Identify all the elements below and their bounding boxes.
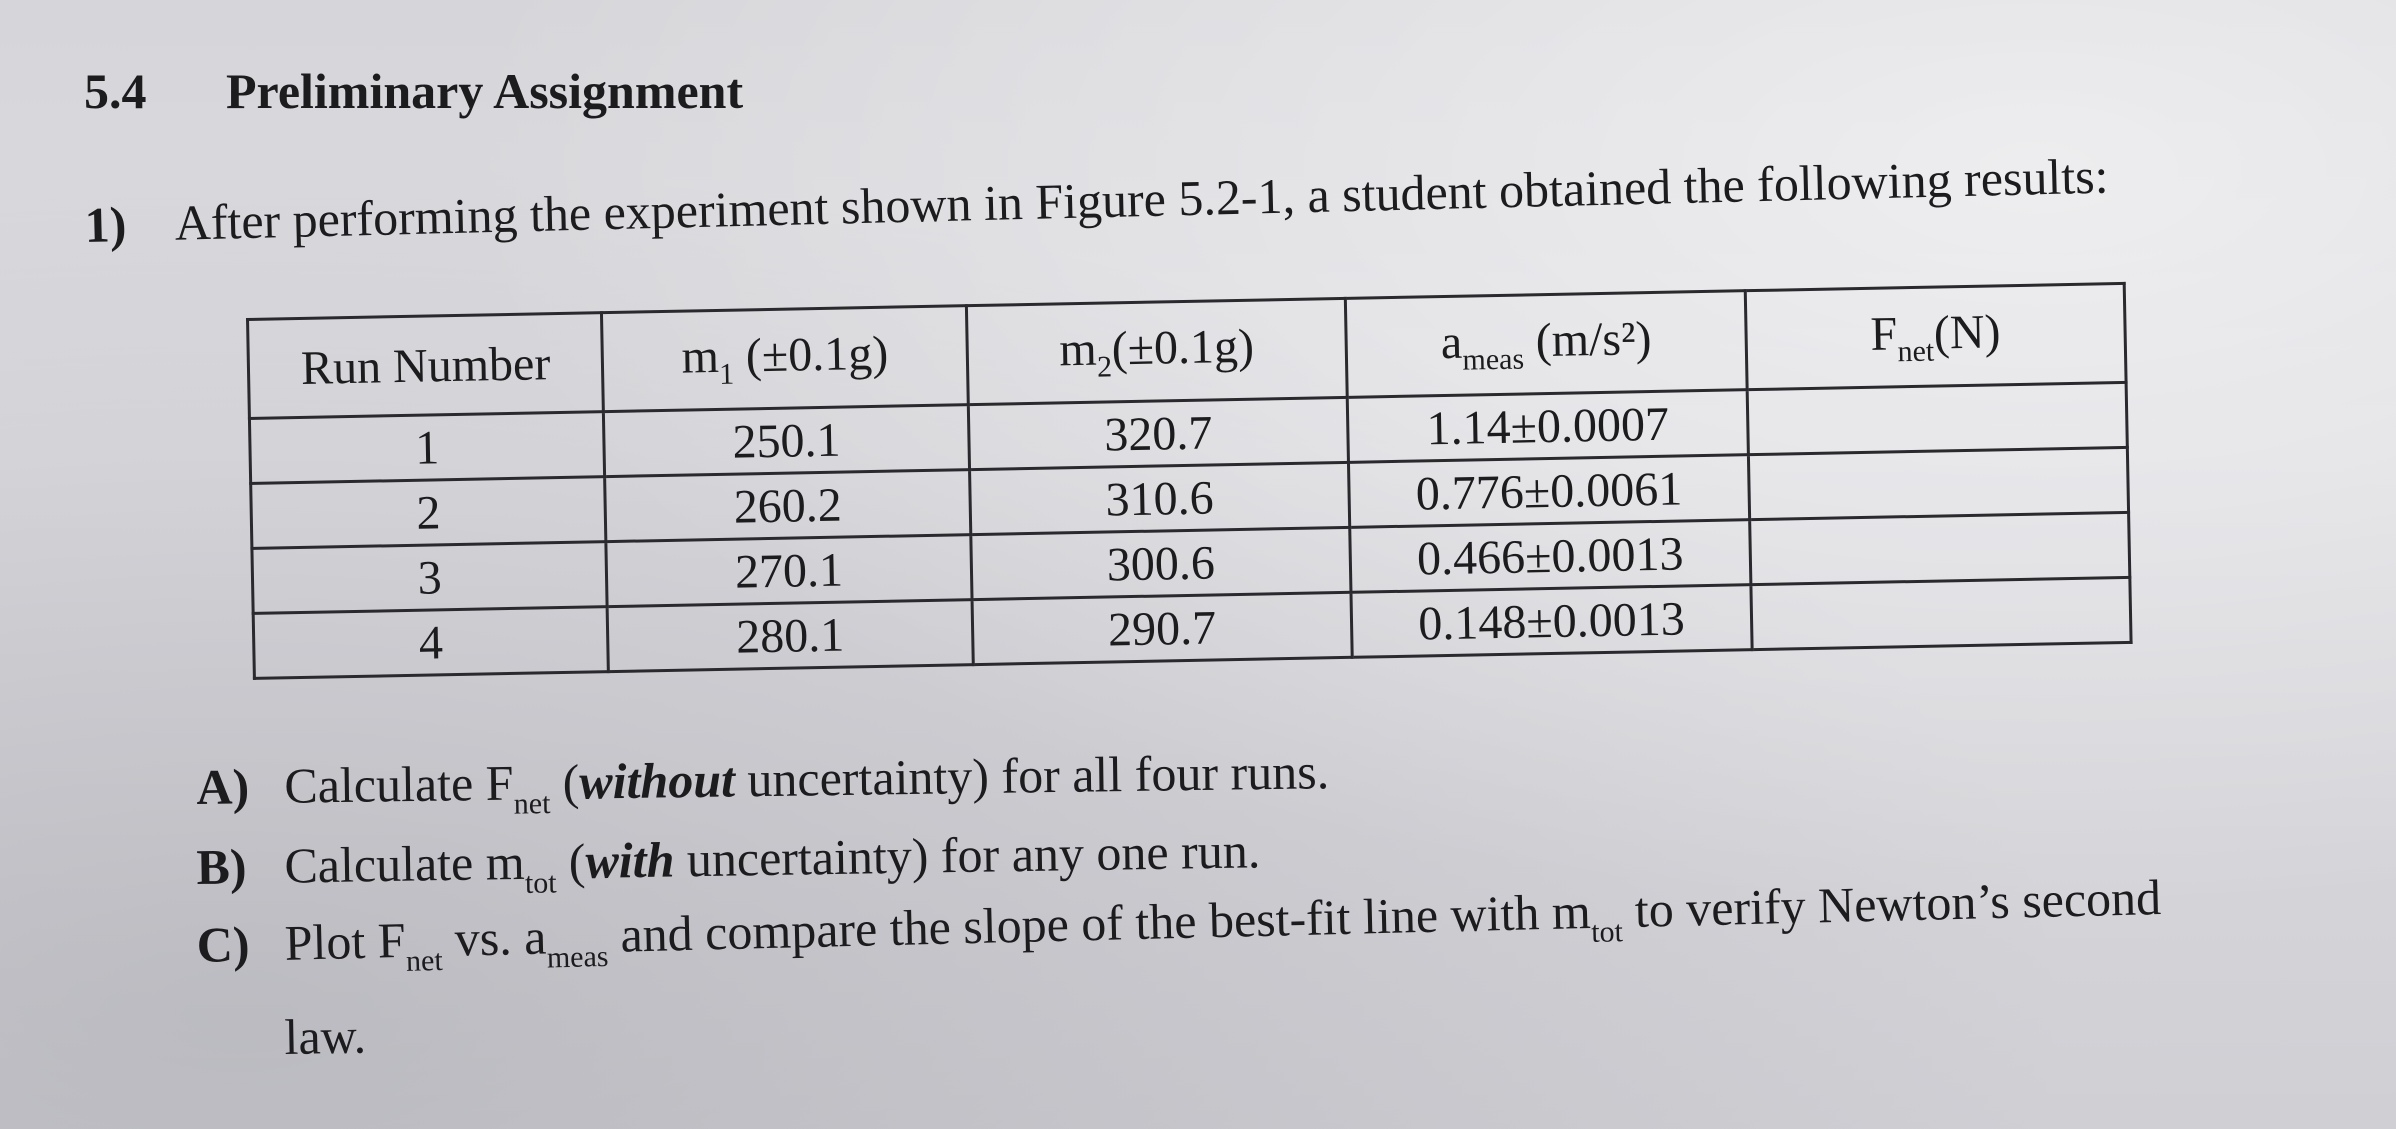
cell-run: 2 — [251, 477, 607, 549]
m2-subscript: 2 — [1096, 349, 1113, 384]
cell-m2: 290.7 — [972, 592, 1353, 664]
header-a-meas — [1345, 291, 1746, 398]
cell-f-net — [1747, 382, 2127, 454]
cell-m1: 280.1 — [607, 600, 972, 672]
f-subscript: net — [1897, 334, 1935, 368]
m2-uncertainty: (±0.1g) — [1111, 319, 1255, 375]
task-c-sub-meas: meas — [546, 939, 609, 975]
header-m2 — [966, 298, 1347, 404]
m1-symbol: m — [681, 329, 720, 384]
cell-m1: 250.1 — [604, 405, 969, 477]
task-a-pre: Calculate F — [284, 754, 514, 814]
task-a-post: uncertainty) for all four runs. — [734, 743, 1330, 808]
task-b-sub: tot — [524, 866, 557, 900]
cell-run: 3 — [252, 542, 608, 614]
f-symbol: F — [1869, 306, 1898, 361]
cell-run: 1 — [249, 412, 605, 484]
cell-m1: 260.2 — [605, 470, 970, 542]
task-b-pre: Calculate m — [284, 833, 526, 894]
cell-f-net — [1749, 512, 2129, 584]
task-b-emphasis: with — [584, 831, 675, 889]
m1-subscript: 1 — [718, 357, 735, 391]
task-c-letter: C) — [196, 915, 251, 973]
cell-a-meas: 0.148±0.0013 — [1351, 585, 1752, 658]
m2-symbol: m — [1058, 322, 1098, 376]
task-c-sub-tot: tot — [1590, 915, 1624, 949]
task-b-post: uncertainty) for any one run. — [673, 822, 1261, 888]
cell-m2: 300.6 — [970, 527, 1351, 599]
cell-m1: 270.1 — [606, 535, 971, 607]
a-subscript: meas — [1462, 341, 1525, 377]
cell-m2: 320.7 — [968, 397, 1349, 469]
a-symbol: a — [1440, 315, 1463, 369]
task-c-mid1: vs. a — [441, 908, 548, 967]
cell-f-net — [1748, 447, 2128, 519]
task-c-pre: Plot F — [283, 911, 407, 971]
header-run-label: Run Number — [300, 336, 551, 395]
task-c-post: to verify Newton’s second — [1621, 868, 2162, 939]
cell-f-net — [1751, 577, 2131, 649]
task-a-letter: A) — [196, 758, 250, 815]
header-f-net — [1745, 283, 2126, 389]
question-number: 1) — [84, 195, 128, 253]
question-text: After performing the experiment shown in Figure 5.2-1, a student obtained the following results: — [173, 147, 2110, 251]
cell-m2: 310.6 — [969, 462, 1350, 534]
task-a-sub: net — [513, 787, 551, 821]
section-title: Preliminary Assignment — [226, 63, 744, 119]
question-1 — [84, 147, 2109, 254]
task-c-sub-net: net — [405, 943, 444, 978]
task-b-letter: B) — [196, 838, 247, 895]
section-number: 5.4 — [84, 63, 147, 119]
f-unit: (N) — [1933, 304, 2001, 360]
task-c-mid2: and compare the slope of the best-fit line with m — [607, 882, 1592, 963]
task-c-continuation: law. — [284, 1007, 367, 1065]
header-m1 — [602, 306, 968, 412]
task-a-emphasis: without — [578, 751, 736, 810]
cell-a-meas: 0.466±0.0013 — [1350, 520, 1751, 593]
results-table — [246, 282, 2133, 680]
task-a: A) Calculate $F_{net}$ (without uncertainty) for all four runs. — [196, 743, 1330, 821]
cell-a-meas: 0.776±0.0061 — [1349, 455, 1750, 528]
cell-a-meas: 1.14±0.0007 — [1347, 390, 1748, 463]
header-run-number — [248, 313, 604, 419]
a-unit: (m/s²) — [1535, 311, 1652, 367]
cell-run: 4 — [253, 607, 609, 679]
section-heading — [84, 62, 743, 120]
m1-uncertainty: (±0.1g) — [745, 326, 889, 382]
task-b: B) Calculate $m_{tot}$ (with uncertainty) for any one run. — [196, 822, 1261, 900]
